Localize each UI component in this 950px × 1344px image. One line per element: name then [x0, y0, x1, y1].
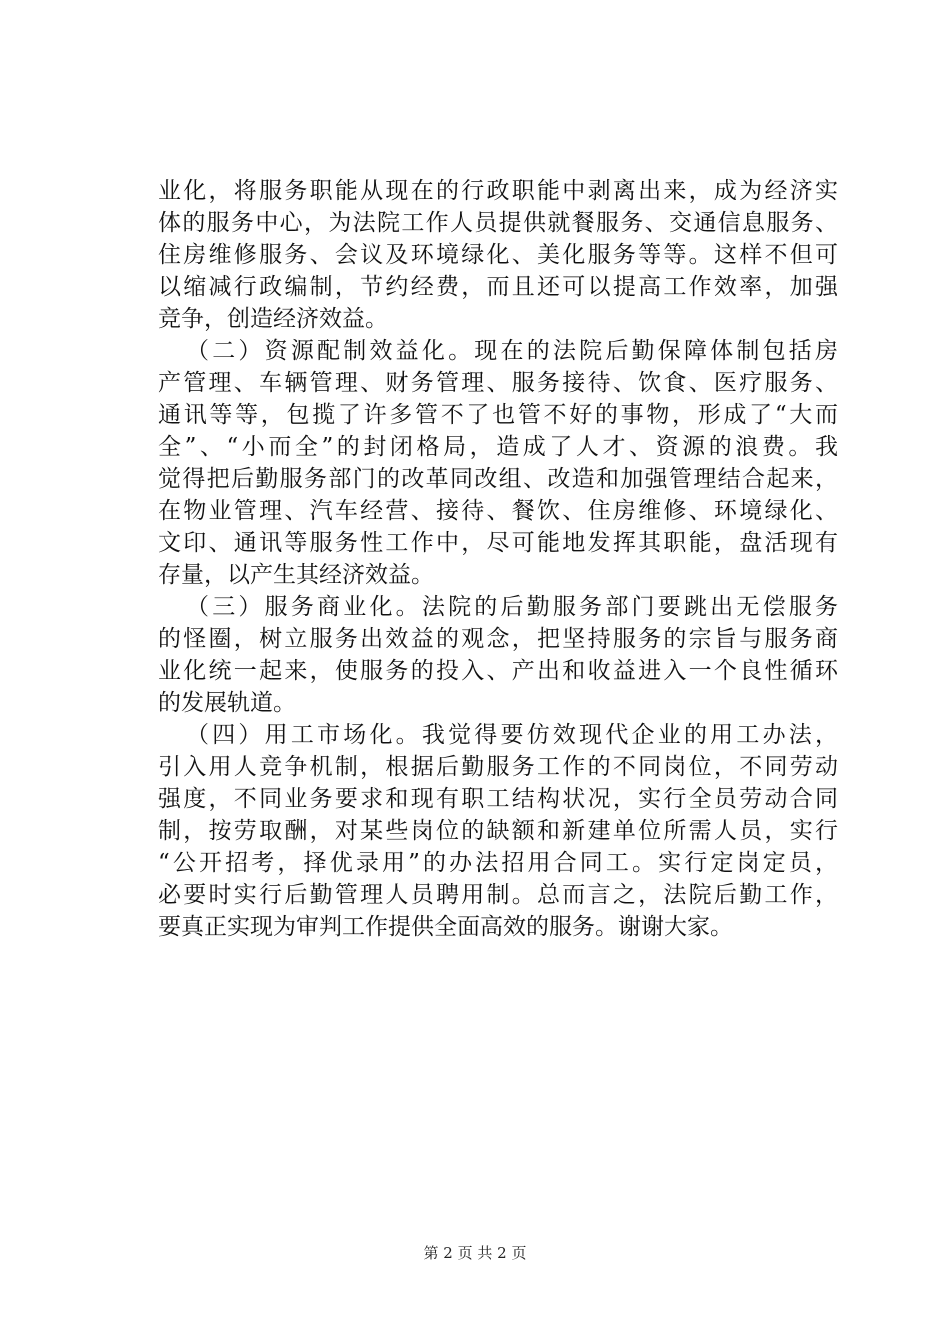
text-line: （二）资源配制效益化。现在的法院后勤保障体制包括房 [186, 338, 838, 364]
text-line: 以缩减行政编制，节约经费，而且还可以提高工作效率，加强 [158, 274, 838, 300]
text-line: “公开招考，择优录用”的办法招用合同工。实行定岗定员， [158, 850, 838, 876]
text-line: 要真正实现为审判工作提供全面高效的服务。谢谢大家。 [158, 914, 733, 940]
document-body [158, 175, 838, 943]
text-line: 通讯等等，包揽了许多管不了也管不好的事物，形成了“大而 [158, 402, 838, 428]
text-line: 竞争，创造经济效益。 [158, 306, 388, 332]
text-line: 必要时实行后勤管理人员聘用制。总而言之，法院后勤工作， [158, 882, 838, 908]
text-line: （三）服务商业化。法院的后勤服务部门要跳出无偿服务 [186, 594, 838, 620]
text-line: 体的服务中心，为法院工作人员提供就餐服务、交通信息服务、 [158, 210, 838, 236]
text-line: 全”、“小而全”的封闭格局，造成了人才、资源的浪费。我 [158, 434, 838, 460]
text-line: 文印、通讯等服务性工作中，尽可能地发挥其职能，盘活现有 [158, 530, 838, 556]
text-line: 强度，不同业务要求和现有职工结构状况，实行全员劳动合同 [158, 786, 838, 812]
text-line: 的怪圈，树立服务出效益的观念，把坚持服务的宗旨与服务商 [158, 626, 838, 652]
text-line: 制，按劳取酬，对某些岗位的缺额和新建单位所需人员，实行 [158, 818, 838, 844]
text-line: 引入用人竞争机制，根据后勤服务工作的不同岗位，不同劳动 [158, 754, 838, 780]
text-line: 觉得把后勤服务部门的改革同改组、改造和加强管理结合起来， [158, 466, 838, 492]
text-line: 的发展轨道。 [158, 690, 296, 716]
page-footer: 第 2 页 共 2 页 [423, 1244, 527, 1262]
text-line: 业化统一起来，使服务的投入、产出和收益进入一个良性循环 [158, 658, 838, 684]
text-line: 存量，以产生其经济效益。 [158, 562, 434, 588]
text-line: （四）用工市场化。我觉得要仿效现代企业的用工办法， [186, 722, 838, 748]
text-line: 住房维修服务、会议及环境绿化、美化服务等等。这样不但可 [158, 242, 838, 268]
text-line: 在物业管理、汽车经营、接待、餐饮、住房维修、环境绿化、 [158, 498, 838, 524]
text-line: 产管理、车辆管理、财务管理、服务接待、饮食、医疗服务、 [158, 370, 838, 396]
text-line: 业化，将服务职能从现在的行政职能中剥离出来，成为经济实 [158, 178, 838, 204]
